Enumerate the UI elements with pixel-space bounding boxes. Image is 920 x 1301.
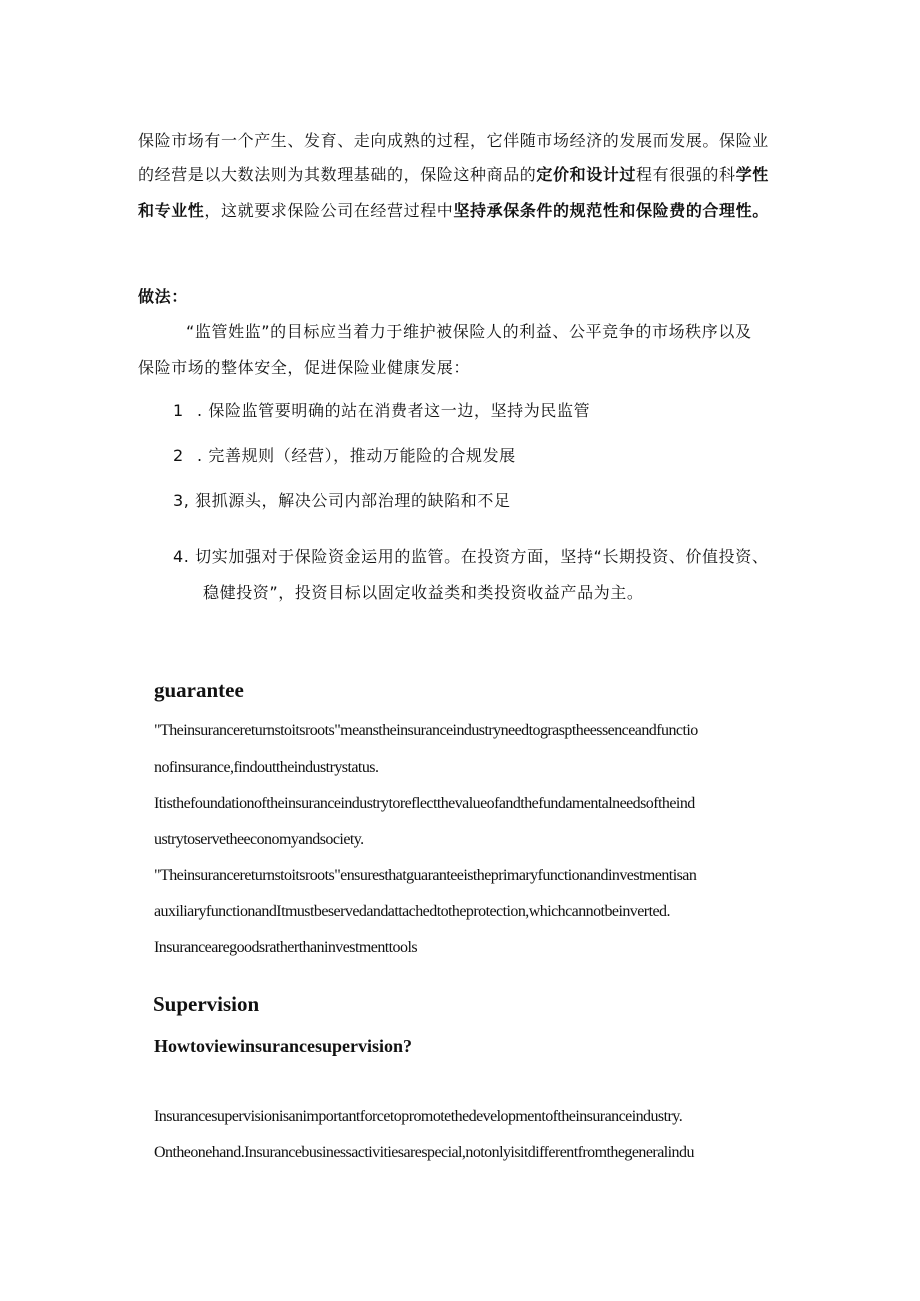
guarantee-line-7: Insurancearegoodsratherthaninvestmenttools xyxy=(154,939,418,956)
approach-heading: 做法： xyxy=(138,287,188,306)
intro-line-3: 和专业性，这就要求保险公司在经营过程中坚持承保条件的规范性和保险费的合理性。 xyxy=(138,201,769,220)
guarantee-line-1: "Theinsurancereturnstoitsroots"meanstheinsuranceindustryneedtograsptheessenceandfunctio xyxy=(154,722,698,739)
guarantee-line-2: nofinsurance,findouttheindustrystatus. xyxy=(154,759,379,776)
approach-item-1: 1 . 保险监管要明确的站在消费者这一边，坚持为民监管 xyxy=(173,401,591,420)
supervision-subheading: Howtoviewinsurancesupervision? xyxy=(154,1036,413,1056)
guarantee-line-6: auxiliaryfunctionandItmustbeservedandattachedtotheprotection,whichcannotbeinverted. xyxy=(154,903,670,920)
guarantee-line-3: Itisthefoundationoftheinsuranceindustrytoreflectthevalueofandthefundamentalneedsoftheind xyxy=(154,795,695,812)
approach-item-2: 2 . 完善规则（经营），推动万能险的合规发展 xyxy=(173,446,516,465)
guarantee-line-5: "Theinsurancereturnstoitsroots"ensuresthatguaranteeistheprimaryfunctionandinvestmentisan xyxy=(154,867,697,884)
approach-paragraph-line-2: 保险市场的整体安全，促进保险业健康发展： xyxy=(138,358,471,377)
supervision-heading: Supervision xyxy=(153,992,260,1016)
intro-line-1: 保险市场有一个产生、发育、走向成熟的过程，它伴随市场经济的发展而发展。保险业 xyxy=(138,131,769,150)
approach-paragraph-line-1: “监管姓监”的目标应当着力于维护被保险人的利益、公平竞争的市场秩序以及 xyxy=(186,322,752,341)
guarantee-line-4: ustrytoservetheeconomyandsociety. xyxy=(154,831,364,848)
supervision-line-1: Insurancesupervisionisanimportantforcetopromotethedevelopmentoftheinsuranceindustry. xyxy=(154,1108,683,1125)
approach-item-3: 3, 狠抓源头，解决公司内部治理的缺陷和不足 xyxy=(173,491,511,510)
approach-item-4-continued: 稳健投资”，投资目标以固定收益类和类投资收益产品为主。 xyxy=(203,583,644,602)
guarantee-heading: guarantee xyxy=(154,678,244,702)
supervision-line-2: Ontheonehand.Insurancebusinessactivitiesarespecial,notonlyisitdifferentfromthegeneralindu xyxy=(154,1144,694,1161)
intro-line-2: 的经营是以大数法则为其数理基础的，保险这种商品的定价和设计过程有很强的科学性 xyxy=(138,165,769,184)
approach-item-4: 4. 切实加强对于保险资金运用的监管。在投资方面，坚持“长期投资、价值投资、 xyxy=(173,547,769,566)
